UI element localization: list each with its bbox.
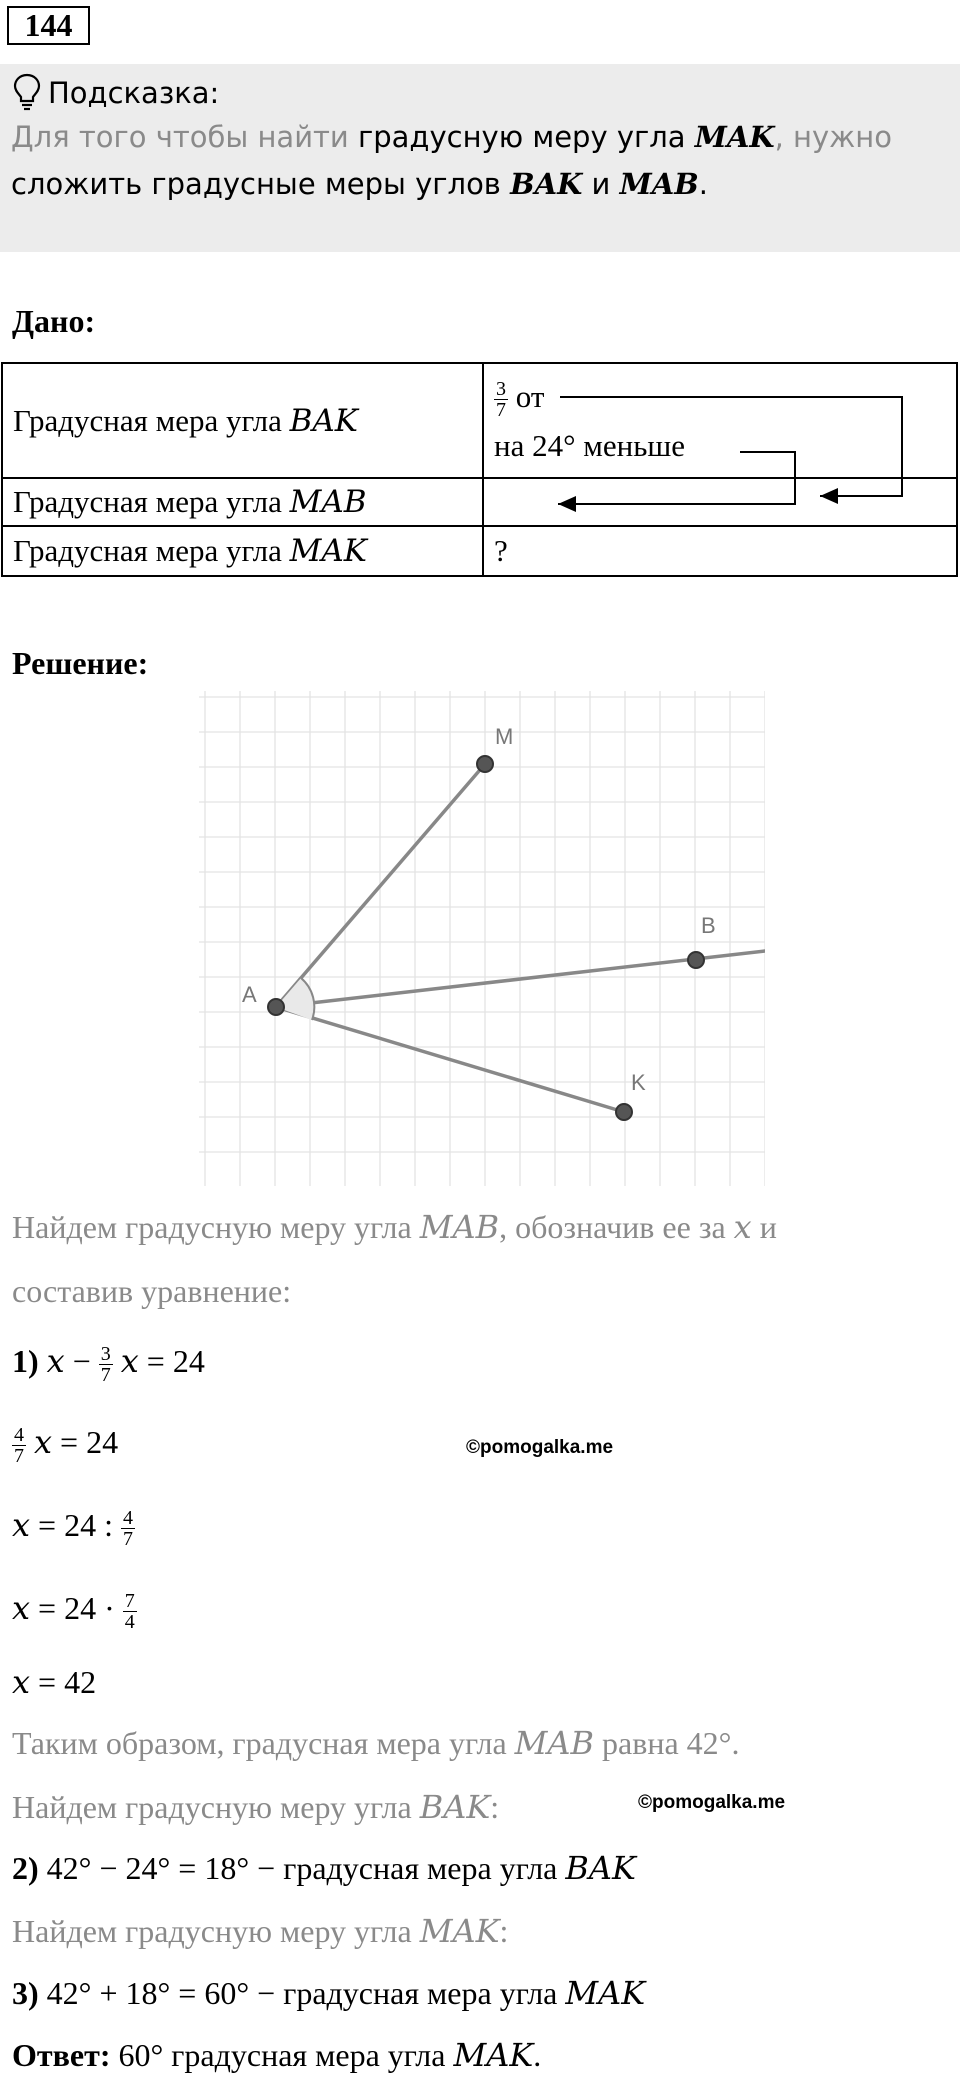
fraction: $\frac{4}{7}$	[14, 1424, 24, 1468]
label-m: M	[495, 724, 514, 749]
table-cell-label: Градусная мера угла MAB	[2, 478, 483, 526]
point-k	[616, 1104, 632, 1120]
equation-1: 1) x − $\frac{3}{7}$ x = 24	[12, 1342, 205, 1387]
table-cell-label: Градусная мера угла MAK	[2, 526, 483, 576]
equation-5: x = 42	[12, 1663, 97, 1701]
hint-text: , нужно	[774, 120, 892, 154]
fraction: $\frac{7}{4}$	[124, 1590, 135, 1634]
watermark: ©pomogalka.me	[638, 1792, 786, 1813]
fraction: $\frac{3}{7}$	[100, 1343, 111, 1387]
label-b: B	[701, 913, 716, 938]
table-cell-label: Градусная мера угла BAK	[2, 363, 483, 478]
hint-var: MAB	[619, 167, 699, 201]
equation-3: x = 24 : $\frac{4}{7}$	[12, 1506, 133, 1551]
hint-text: и	[582, 167, 620, 201]
conclusion-1: Таким образом, градусная мера угла MAB равна 42°.	[12, 1724, 740, 1762]
label-a: A	[242, 982, 257, 1007]
hint-var: MAK	[694, 120, 775, 154]
intro-line-2: составив уравнение:	[12, 1273, 292, 1309]
step-2: 2) 42° − 24° = 18° − градусная мера угла BAK	[12, 1849, 636, 1887]
arrow-line	[560, 397, 902, 496]
find-mak: Найдем градусную меру угла MAK:	[12, 1912, 509, 1950]
step-3: 3) 42° + 18° = 60° − градусная мера угла MAK	[12, 1974, 646, 2012]
given-heading: Дано:	[12, 303, 96, 339]
hint-text: .	[698, 167, 708, 201]
arrow-line	[558, 452, 795, 504]
point-a	[268, 999, 284, 1015]
intro-line-1: Найдем градусную меру угла MAB, обозначив ее за x и	[12, 1208, 777, 1246]
hint-title: Подсказка:	[48, 76, 220, 110]
equation-4: x = 24 · $\frac{7}{4}$	[12, 1589, 135, 1634]
hint-bold-text: градусную меру угла	[358, 120, 695, 154]
hint-text: Для того чтобы найти	[11, 120, 358, 154]
fraction: $\frac{4}{7}$	[122, 1507, 133, 1551]
find-bak: Найдем градусную меру угла BAK:	[12, 1788, 500, 1826]
table-cell-value: $\frac{3}{7}$ от на 24° меньше	[483, 363, 957, 478]
table-cell-value: ?	[483, 526, 957, 576]
point-m	[477, 756, 493, 772]
hint-var: BAK	[510, 167, 583, 201]
point-b	[688, 952, 704, 968]
answer: Ответ: 60° градусная мера угла MAK.	[12, 2036, 542, 2074]
problem-number: 144	[7, 6, 90, 45]
label-k: K	[631, 1070, 646, 1095]
watermark: ©pomogalka.me	[466, 1437, 614, 1458]
relation-arrows	[0, 0, 960, 560]
solution-heading: Решение:	[12, 645, 149, 681]
equation-2: $\frac{4}{7}$ x = 24	[14, 1423, 119, 1468]
fraction: $\frac{3}{7}$	[496, 378, 506, 422]
hint-bold-text: сложить градусные меры углов	[11, 167, 511, 201]
angle-diagram	[199, 691, 765, 1186]
